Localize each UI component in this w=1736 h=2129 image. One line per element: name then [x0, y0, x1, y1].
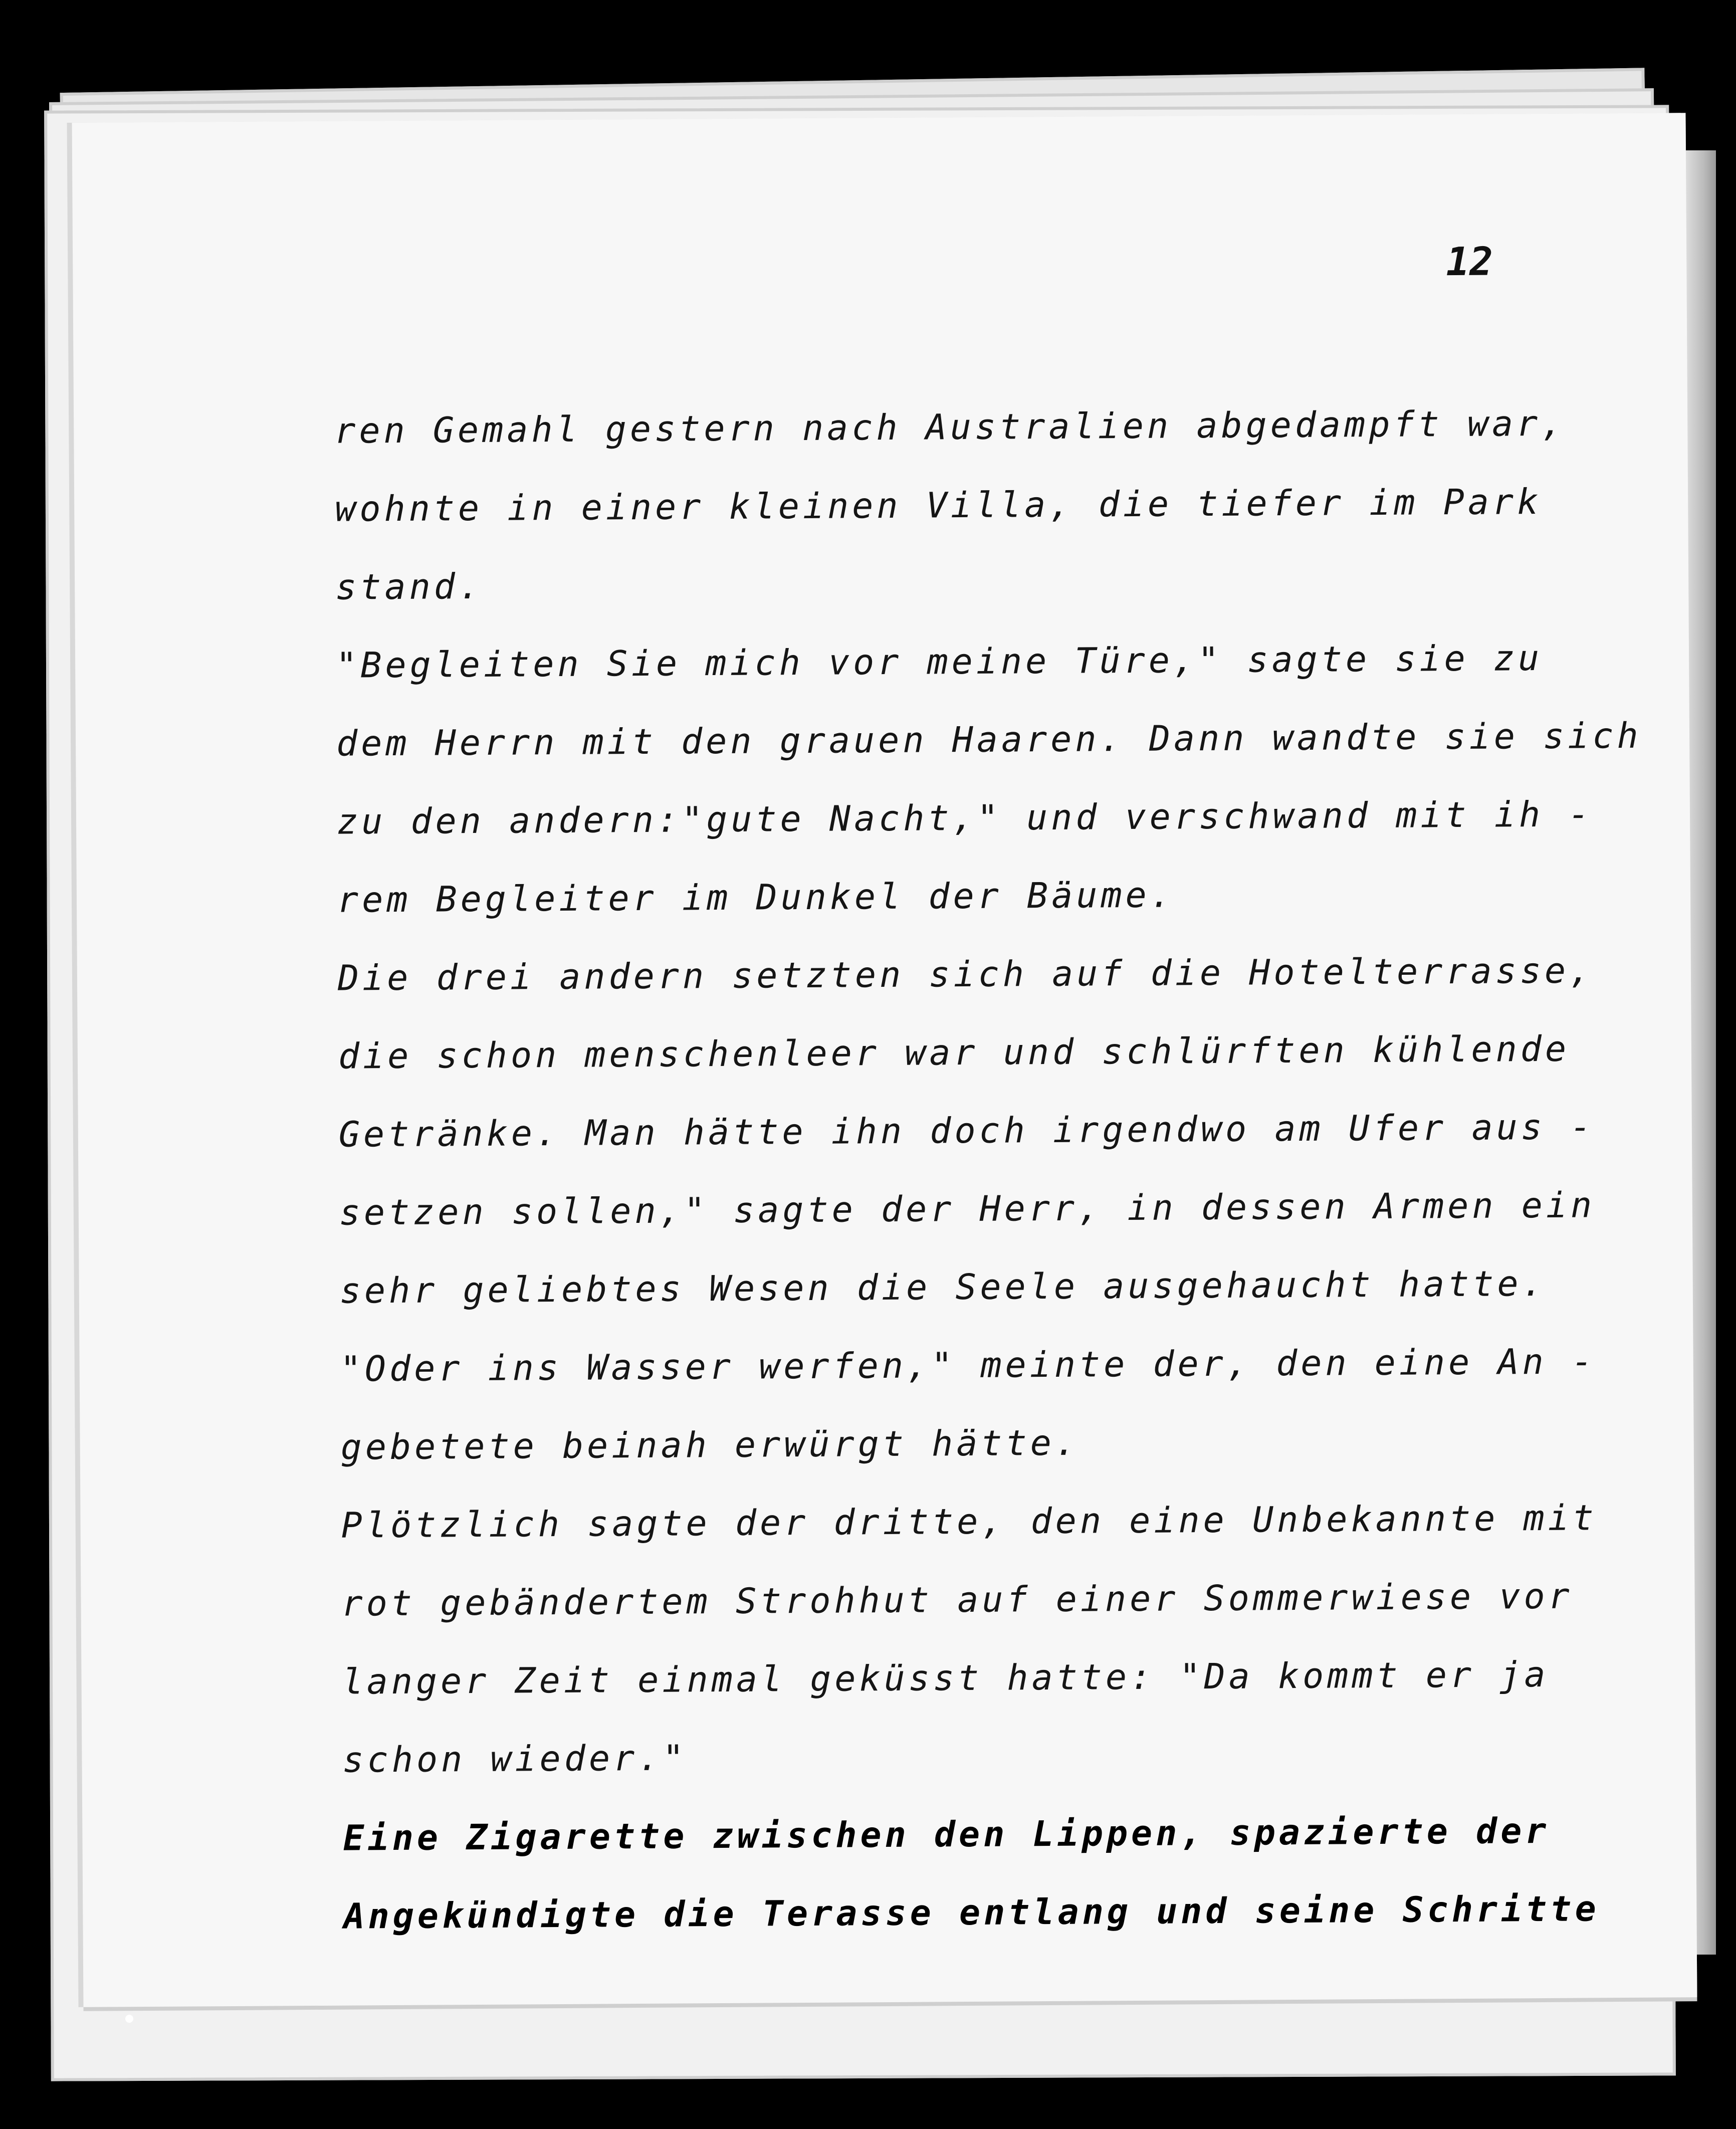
- typewritten-page: [72, 113, 1697, 2007]
- page-number: 12: [1446, 239, 1493, 285]
- text-line: die schon menschenleer war und schlürften kühlende: [338, 1028, 1570, 1077]
- text-line: rem Begleiter im Dunkel der Bäume.: [337, 874, 1175, 921]
- text-line: rot gebändertem Strohhut auf einer Sommerwiese vor: [341, 1575, 1573, 1624]
- text-line: Die drei andern setzten sich auf die Hotelterrasse,: [337, 950, 1594, 999]
- text-line: setzen sollen," sagte der Herr, in dessen Armen ein: [339, 1184, 1596, 1233]
- text-line: dem Herrn mit den grauen Haaren. Dann wandte sie sich: [336, 715, 1642, 764]
- text-line: zu den andern:"gute Nacht," und verschwand mit ih -: [336, 793, 1593, 842]
- text-line: Plötzlich sagte der dritte, den eine Unbekannte mit: [341, 1497, 1598, 1546]
- text-line: sehr geliebtes Wesen die Seele ausgehaucht hatte.: [339, 1262, 1547, 1312]
- text-line: schon wieder.": [342, 1737, 688, 1781]
- text-line: wohnte in einer kleinen Villa, die tiefer im Park: [335, 481, 1542, 530]
- text-line: langer Zeit einmal geküsst hatte: "Da kommt er ja: [342, 1653, 1549, 1702]
- text-line: ren Gemahl gestern nach Australien abgedampft war,: [334, 402, 1566, 452]
- text-line: "Oder ins Wasser werfen," meinte der, den eine An -: [340, 1341, 1597, 1390]
- text-line: Getränke. Man hätte ihn doch irgendwo am Ufer aus -: [338, 1106, 1595, 1155]
- text-line: "Begleiten Sie mich vor meine Türe," sagte sie zu: [335, 637, 1543, 686]
- text-line: Angekündigte die Terasse entlang und seine Schritte: [343, 1888, 1600, 1937]
- body-text: [334, 383, 1697, 1955]
- scan-dot: [125, 2015, 133, 2023]
- text-line: Eine Zigarette zwischen den Lippen, spazierte der: [343, 1810, 1550, 1859]
- text-line: stand.: [335, 565, 484, 608]
- text-line: gebetete beinah erwürgt hätte.: [340, 1422, 1080, 1468]
